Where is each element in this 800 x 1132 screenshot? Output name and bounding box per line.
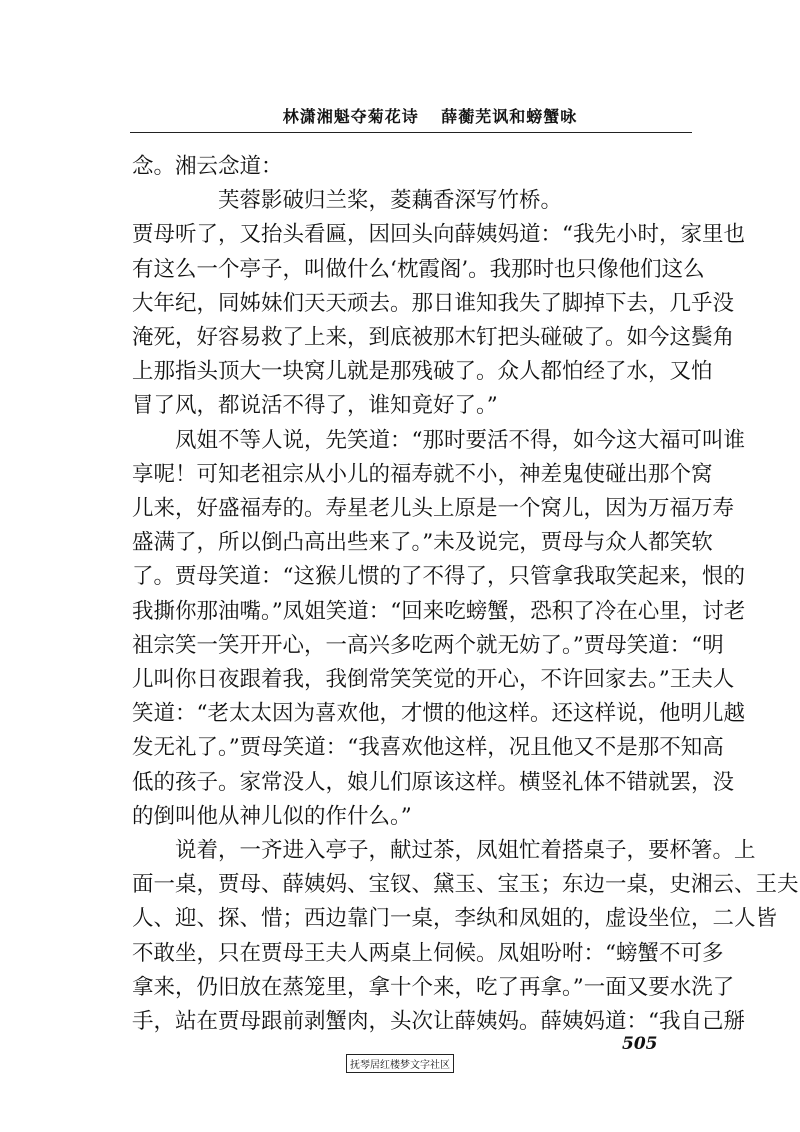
- text-line: 儿来，好盛福寿的。寿星老儿头上原是一个窝儿，因为万福万寿: [132, 496, 735, 522]
- text-line: 淹死，好容易救了上来，到底被那木钉把头碰破了。如今这鬓角: [132, 325, 735, 351]
- text-line: 我撕你那油嘴。”凤姐笑道：“回来吃螃蟹，恐积了冷在心里，讨老: [132, 598, 746, 624]
- poem-line: 芙蓉影破归兰桨，菱藕香深写竹桥。: [218, 188, 563, 214]
- text-line: 的倒叫他从神儿似的作什么。”: [132, 803, 412, 829]
- text-line: 了。贾母笑道：“这猴儿惯的了不得了，只管拿我取笑起来，恨的: [132, 564, 745, 590]
- source-stamp: 抚琴居红楼梦文字社区: [346, 1054, 454, 1073]
- text-line: 有这么一个亭子，叫做什么‘枕霞阁’。我那时也只像他们这么: [132, 256, 705, 282]
- header-rule: [130, 132, 692, 133]
- text-line: 享呢！可知老祖宗从小儿的福寿就不小，神差鬼使碰出那个窝: [132, 461, 713, 487]
- page-number: 505: [622, 1034, 658, 1054]
- text-line: 不敢坐，只在贾母王夫人两桌上伺候。凤姐吩咐：“螃蟹不可多: [132, 940, 724, 966]
- text-line: 儿叫你日夜跟着我，我倒常笑笑觉的开心，不许回家去。”王夫人: [132, 667, 735, 693]
- paragraph-start-line: 凤姐不等人说，先笑道：“那时要活不得，如今这大福可叫谁: [175, 427, 745, 453]
- text-line: 低的孩子。家常没人，娘儿们原该这样。横竖礼体不错就罢，没: [132, 769, 735, 795]
- text-line: 人、迎、探、惜；西边靠门一桌，李纨和凤姐的，虚设坐位，二人皆: [132, 906, 778, 932]
- chapter-title-left: 林潇湘魁夺菊花诗: [282, 107, 419, 126]
- running-header: [150, 104, 710, 127]
- paragraph-start-line: 说着，一齐进入亭子，献过茶，凤姐忙着搭桌子，要杯箸。上: [175, 838, 756, 864]
- text-line: 发无礼了。”贾母笑道：“我喜欢他这样，况且他又不是那不知高: [132, 735, 724, 761]
- text-line: 贾母听了，又抬头看匾，因回头向薛姨妈道：“我先小时，家里也: [132, 222, 745, 248]
- text-line: 面一桌，贾母、薛姨妈、宝钗、黛玉、宝玉；东边一桌，史湘云、王夫: [132, 872, 799, 898]
- text-line: 念。湘云念道：: [132, 154, 283, 179]
- body-text: [132, 150, 799, 1039]
- text-line: 笑道：“老太太因为喜欢他，才惯的他这样。还这样说，他明儿越: [132, 701, 745, 727]
- text-line: 祖宗笑一笑开开心，一高兴多吃两个就无妨了。”贾母笑道：“明: [132, 632, 724, 658]
- text-line: 大年纪，同姊妹们天天顽去。那日谁知我失了脚掉下去，几乎没: [132, 290, 735, 316]
- text-line: 冒了风，都说活不得了，谁知竟好了。”: [132, 393, 498, 419]
- text-line: 盛满了，所以倒凸高出些来了。”未及说完，贾母与众人都笑软: [132, 530, 713, 556]
- text-line: 上那指头顶大一块窝儿就是那残破了。众人都怕经了水，又怕: [132, 359, 713, 385]
- text-line: 手，站在贾母跟前剥蟹肉，头次让薛姨妈。薛姨妈道：“我自己掰: [132, 1009, 745, 1035]
- chapter-title-right: 薛蘅芜讽和螃蟹咏: [441, 107, 578, 126]
- text-line: 拿来，仍旧放在蒸笼里，拿十个来，吃了再拿。”一面又要水洗了: [132, 974, 735, 1000]
